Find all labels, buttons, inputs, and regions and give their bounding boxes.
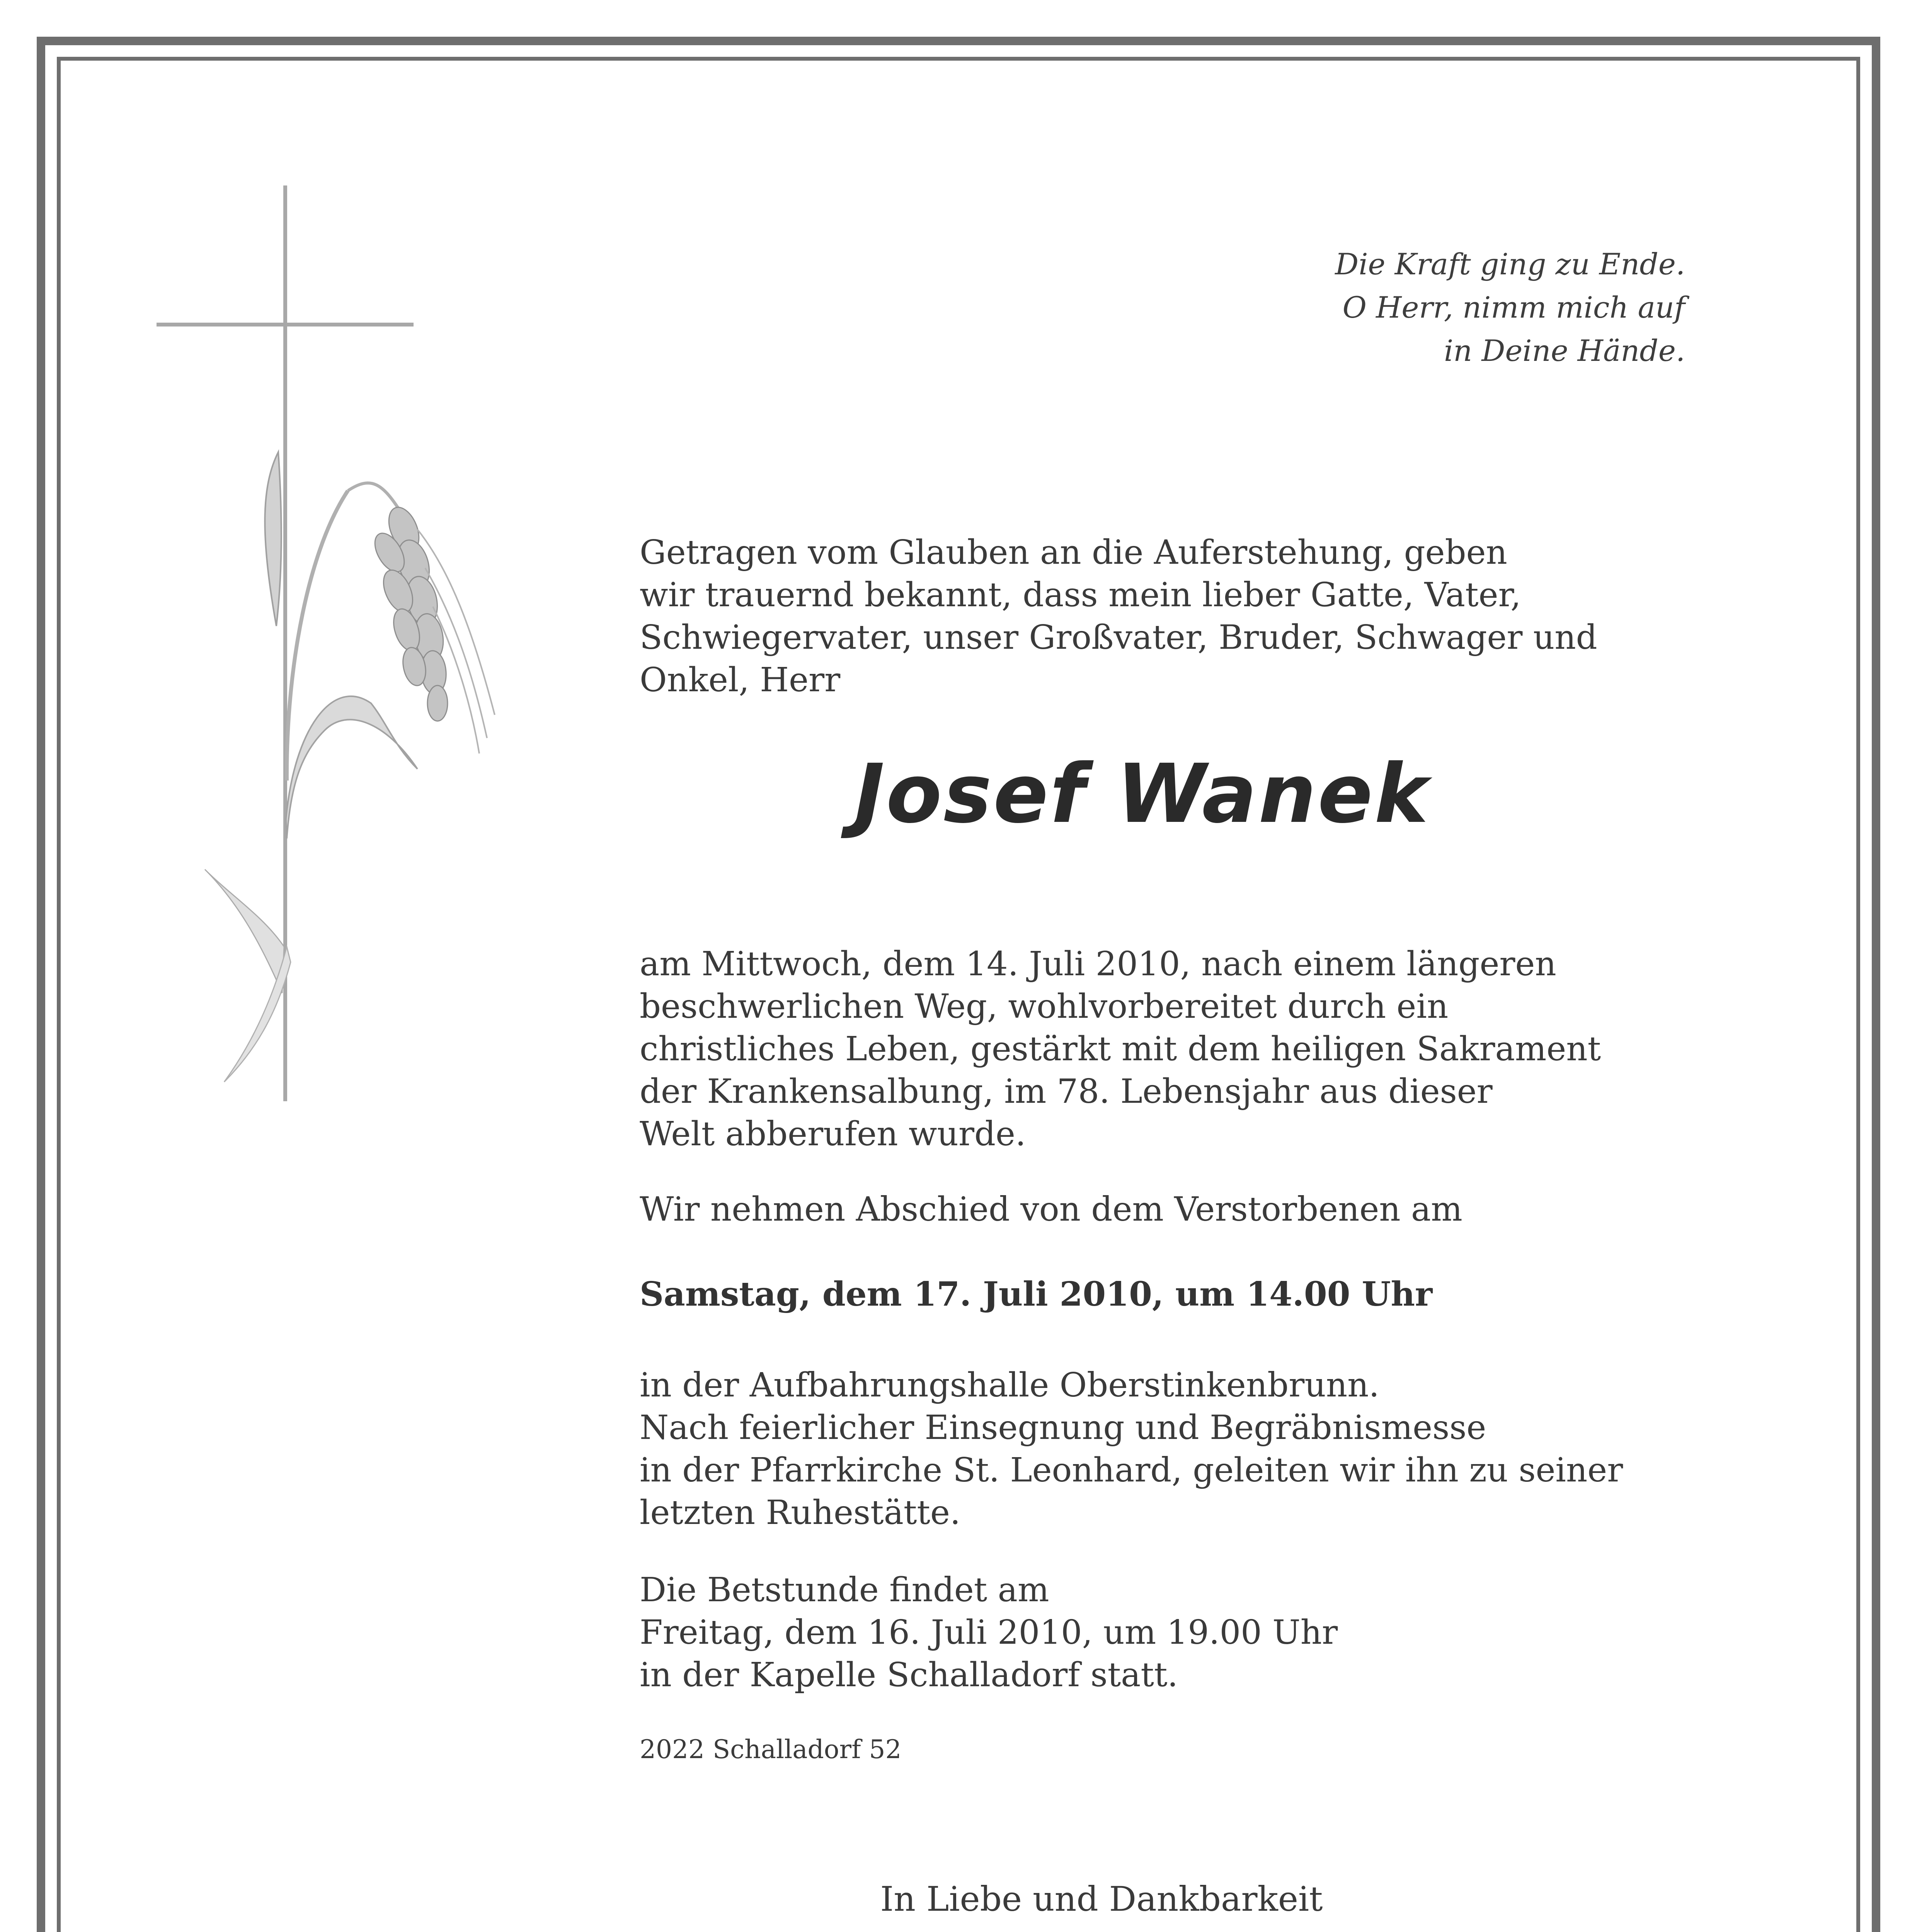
wheat-icon (205, 452, 495, 1082)
ceremony-line: Nach feierlicher Einsegnung und Begräbnismesse (640, 1408, 1486, 1447)
closing-text: In Liebe und Dankbarkeit (880, 1879, 1323, 1919)
motto-line: Die Kraft ging zu Ende. (1335, 247, 1685, 281)
intro-paragraph (640, 531, 1683, 701)
ceremony-line: in der Aufbahrungshalle Oberstinkenbrunn. (640, 1366, 1379, 1405)
intro-line: Schwiegervater, unser Großvater, Bruder, Schwager und (640, 618, 1597, 657)
death-line: christliches Leben, gestärkt mit dem heiligen Sakrament (640, 1030, 1601, 1068)
cross-and-wheat-ornament (147, 182, 533, 1148)
prayer-line: Freitag, dem 16. Juli 2010, um 19.00 Uhr (640, 1613, 1338, 1652)
motto-line: in Deine Hände. (1444, 333, 1685, 368)
funeral-date-text: Samstag, dem 17. Juli 2010, um 14.00 Uhr (640, 1275, 1433, 1314)
funeral-date (640, 1273, 1683, 1316)
ceremony-line: in der Pfarrkirche St. Leonhard, geleiten wir ihn zu seiner (640, 1451, 1623, 1490)
address: 2022 Schalladorf 52 (640, 1735, 902, 1764)
prayer-line: in der Kapelle Schalladorf statt. (640, 1656, 1178, 1694)
motto-verse (1067, 243, 1685, 372)
ceremony-paragraph (640, 1364, 1683, 1534)
ceremony-line: letzten Ruhestätte. (640, 1493, 961, 1532)
prayer-line: Die Betstunde findet am (640, 1571, 1049, 1609)
farewell-intro-text: Wir nehmen Abschied von dem Verstorbenen am (640, 1190, 1462, 1229)
intro-line: Onkel, Herr (640, 661, 841, 699)
death-line: Welt abberufen wurde. (640, 1115, 1026, 1153)
death-line: am Mittwoch, dem 14. Juli 2010, nach einem längeren (640, 945, 1556, 983)
intro-line: wir trauernd bekannt, dass mein lieber Gatte, Vater, (640, 576, 1521, 614)
motto-line: O Herr, nimm mich auf (1342, 290, 1685, 325)
death-line: der Krankensalbung, im 78. Lebensjahr aus dieser (640, 1072, 1493, 1111)
death-paragraph (640, 943, 1683, 1155)
prayer-paragraph (640, 1569, 1683, 1696)
farewell-intro (640, 1188, 1683, 1231)
intro-line: Getragen vom Glauben an die Auferstehung, geben (640, 533, 1507, 572)
death-line: beschwerlichen Weg, wohlvorbereitet durch ein (640, 987, 1449, 1026)
deceased-name: Josef Wanek (854, 747, 1430, 841)
closing-phrase (464, 1878, 1739, 1920)
